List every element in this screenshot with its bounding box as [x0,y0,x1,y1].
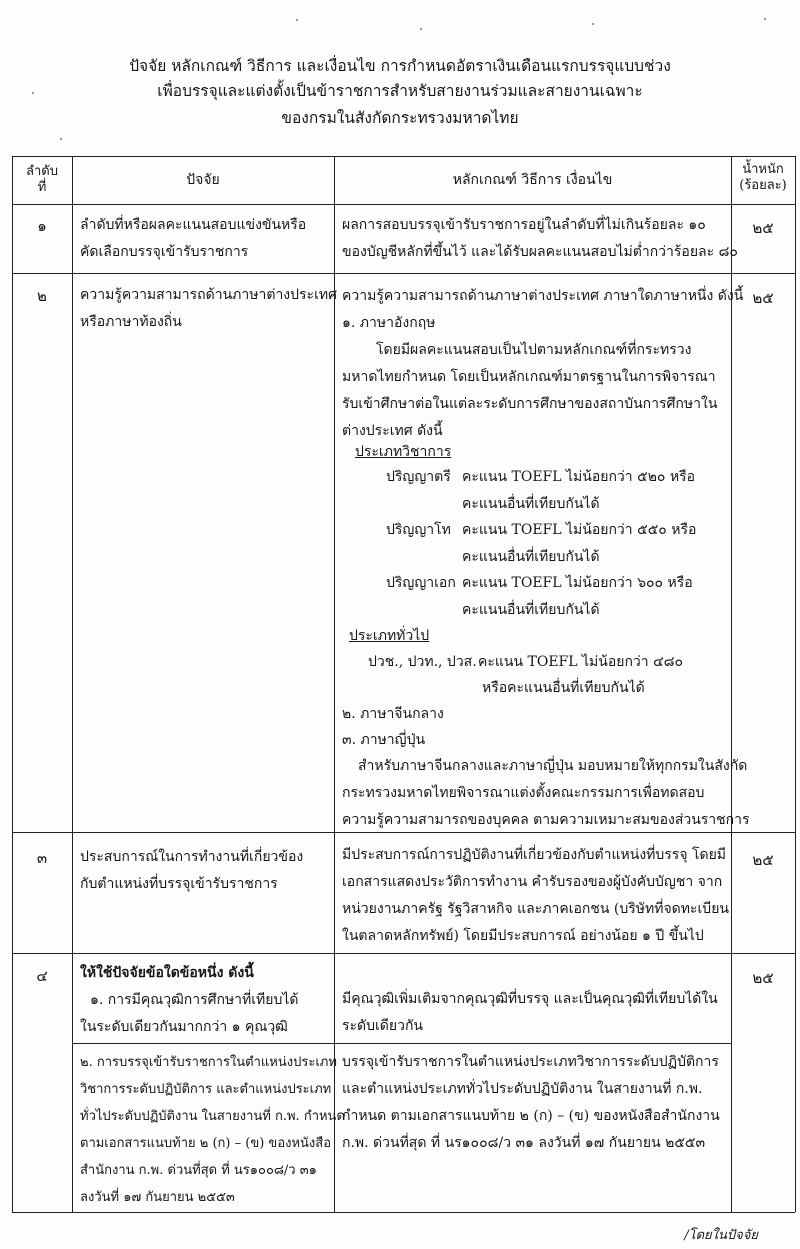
academic-heading: ประเภทวิชาการ [355,444,452,460]
academic-bachelor-level: ปริญญาตรี [386,469,451,485]
row2-intro: ความรู้ความสามารถด้านภาษาต่างประเทศ ภาษาใดภาษาหนึ่ง ดังนี้ [342,288,744,304]
row2-english-para: โดยมีผลคะแนนสอบเป็นไปตามหลักเกณฑ์ที่กระทรวง มหาดไทยกำหนด โดยเป็นหลักเกณฑ์มาตรฐานในการพิจารณา รับเข้าศึกษาต่อในแต่ละระดับการศึกษาของสถาบันการศึกษาใน ต่างประเทศ ดังนี้ [342,342,718,439]
continued-note: /โดยในปัจจัย [684,1228,758,1243]
row1-no: ๑ [37,217,47,235]
row1-weight: ๒๕ [752,219,774,237]
scan-speck [592,23,594,25]
row1-criteria: ผลการสอบบรรจุเข้ารับราชการอยู่ในลำดับที่ไม่เกินร้อยละ ๑๐ ของบัญชีหลักที่ขึ้นไว้ และได้รับผลคะแนนสอบไม่ต่ำกว่าร้อยละ ๘๐ [342,217,738,260]
header-order: ลำดับ ที่ [26,164,58,195]
general-alt: หรือคะแนนอื่นที่เทียบกันได้ [482,680,645,696]
academic-bachelor-score: คะแนน TOEFL ไม่น้อยกว่า ๕๒๐ หรือ คะแนนอื่นที่เทียบกันได้ [462,469,696,512]
header-criteria: หลักเกณฑ์ วิธีการ เงื่อนไข [452,172,613,188]
row4-weight: ๒๕ [752,969,774,987]
scan-speck [60,138,62,140]
row2-weight: ๒๕ [752,289,774,307]
row4-criteria-a: มีคุณวุฒิเพิ่มเติมจากคุณวุฒิที่บรรจุ และเป็นคุณวุฒิที่เทียบได้ใน ระดับเดียวกัน [342,991,718,1034]
row2-factor: ความรู้ความสามารถด้านภาษาต่างประเทศ หรือภาษาท้องถิ่น [80,287,337,330]
row4-criteria-b: บรรจุเข้ารับราชการในตำแหน่งประเภทวิชาการระดับปฏิบัติการ และตำแหน่งประเภททั่วไประดับปฏิบัติงาน ในสายงานที่ ก.พ. กำหนด ตามเอกสารแนบท้าย ๒ (ก) – (ข) ของหนังสือสำนักงาน ก.พ. ด่วนที่สุด ที่ นร๑๐๐๘/ว ๓๑ ลงวันที่ ๑๗ กันยายน ๒๕๕๓ [342,1054,720,1151]
row2-english: ๑. ภาษาอังกฤษ [342,315,436,331]
row1-factor: ลำดับที่หรือผลคะแนนสอบแข่งขันหรือ คัดเลือกบรรจุเข้ารับราชการ [80,217,307,260]
doc-title-line2: เพื่อบรรจุและแต่งตั้งเป็นข้าราชการสำหรับสายงานร่วมและสายงานเฉพาะ [157,82,643,100]
header-factor: ปัจจัย [186,172,220,188]
scan-speck [764,18,766,20]
row2-no: ๒ [37,287,47,305]
doc-title-line1: ปัจจัย หลักเกณฑ์ วิธีการ และเงื่อนไข การกำหนดอัตราเงินเดือนแรกบรรจุแบบช่วง [129,57,671,75]
row2-japanese: ๓. ภาษาญี่ปุ่น [342,732,426,748]
row3-weight: ๒๕ [752,851,774,869]
row2-other-lang-para: สำหรับภาษาจีนกลางและภาษาญี่ปุ่น มอบหมายให้ทุกกรมในสังกัด กระทรวงมหาดไทยพิจารณาแต่งตั้งคณะกรรมการเพื่อทดสอบ ความรู้ความสามารถของบุคคล ตามความเหมาะสมของส่วนราชการ [342,758,750,828]
row3-criteria: มีประสบการณ์การปฏิบัติงานที่เกี่ยวข้องกับตำแหน่งที่บรรจุ โดยมี เอกสารแสดงประวัติการทำงาน คำรับรองของผู้บังคับบัญชา จาก หน่วยงานภาครัฐ รัฐวิสาหกิจ และภาคเอกชน (บริษัทที่จดทะเบียน ในตลาดหลักทรัพย์) โดยมีประสบการณ์ อย่างน้อย ๑ ปี ขึ้นไป [342,847,729,944]
doc-title-line3: ของกรมในสังกัดกระทรวงมหาดไทย [281,109,519,127]
general-score: คะแนน TOEFL ไม่น้อยกว่า ๔๘๐ [478,654,684,670]
header-weight: น้ำหนัก (ร้อยละ) [739,162,787,193]
academic-doctor-score: คะแนน TOEFL ไม่น้อยกว่า ๖๐๐ หรือ คะแนนอื่นที่เทียบกันได้ [462,575,693,618]
row3-factor: ประสบการณ์ในการทำงานที่เกี่ยวข้อง กับตำแหน่งที่บรรจุเข้ารับราชการ [80,849,304,892]
general-heading: ประเภททั่วไป [349,628,430,644]
scan-speck [420,28,422,30]
academic-master-score: คะแนน TOEFL ไม่น้อยกว่า ๕๕๐ หรือ คะแนนอื่นที่เทียบกันได้ [462,522,697,565]
academic-master-level: ปริญญาโท [386,522,451,538]
row3-no: ๓ [36,849,48,867]
academic-doctor-level: ปริญญาเอก [386,575,456,591]
scan-speck [296,19,298,21]
row4-no: ๔ [36,967,48,985]
row4-factor-b: ๒. การบรรจุเข้ารับราชการในตำแหน่งประเภท วิชาการระดับปฏิบัติการ และตำแหน่งประเภท ทั่วไประดับปฏิบัติงาน ในสายงานที่ ก.พ. กำหนด ตามเอกสารแนบท้าย ๒ (ก) – (ข) ของหนังสือ สำนักงาน ก.พ. ด่วนที่สุด ที่ นร๑๐๐๘/ว ๓๑ ลงวันที่ ๑๗ กันยายน ๒๕๕๓ [80,1055,345,1205]
row2-chinese: ๒. ภาษาจีนกลาง [342,706,444,722]
general-level: ปวช., ปวท., ปวส. [368,654,477,670]
row4-factor-a: ให้ใช้ปัจจัยข้อใดข้อหนึ่ง ดังนี้ ๑. การมีคุณวุฒิการศึกษาที่เทียบได้ ในระดับเดียวกันมากกว่า ๑ คุณวุฒิ [80,965,299,1035]
